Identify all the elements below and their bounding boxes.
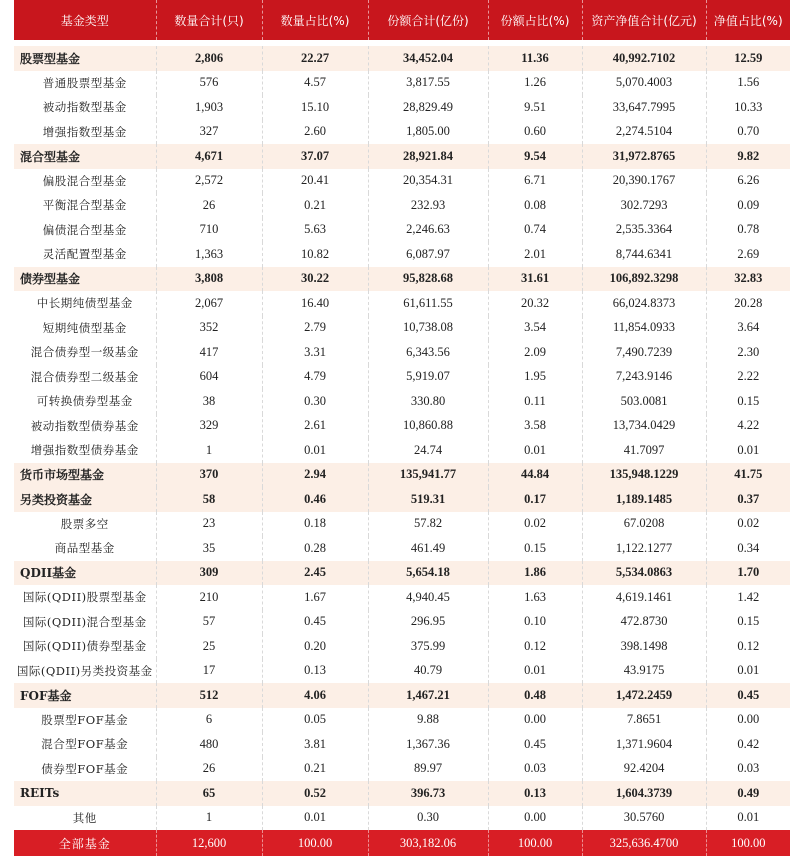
cell-nav-total: 5,070.4003 [582, 71, 706, 96]
cell-count-share: 0.13 [262, 659, 368, 684]
cell-nav-total: 40,992.7102 [582, 46, 706, 71]
cell-count-total: 480 [156, 732, 262, 757]
cell-count-share: 3.31 [262, 340, 368, 365]
cell-count-share: 0.21 [262, 193, 368, 218]
cell-nav-share: 0.01 [737, 442, 760, 457]
table-row [14, 414, 790, 439]
cell-nav-total: 5,534.0863 [582, 561, 706, 586]
cell-count-share: 3.81 [262, 732, 368, 757]
cell-fund-type: 增强指数型基金 [14, 120, 156, 145]
cell-count-total: 26 [156, 757, 262, 782]
cell-nav-share: 6.26 [737, 173, 760, 188]
cell-units-total: 6,087.97 [368, 242, 488, 267]
cell-fund-type: 偏债混合型基金 [14, 218, 156, 243]
cell-fund-type: 国际(QDII)股票型基金 [14, 585, 156, 610]
cell-units-share: 0.08 [488, 193, 582, 218]
cell-fund-type: 混合型FOF基金 [14, 732, 156, 757]
table-row [14, 340, 790, 365]
cell-fund-type: FOF基金 [14, 683, 156, 708]
cell-fund-type: 货币市场型基金 [14, 463, 156, 488]
cell-nav-share: 0.02 [737, 516, 760, 531]
cell-units-total: 61,611.55 [368, 291, 488, 316]
cell-count-share: 0.52 [262, 781, 368, 806]
cell-fund-type: 混合债券型一级基金 [14, 340, 156, 365]
cell-fund-type: 可转换债券型基金 [14, 389, 156, 414]
cell-units-total: 34,452.04 [368, 46, 488, 71]
cell-nav-total: 302.7293 [582, 193, 706, 218]
header-count-share: 数量占比(%) [262, 0, 368, 40]
cell-nav-total: 398.1498 [582, 634, 706, 659]
cell-fund-type: 短期纯债型基金 [14, 316, 156, 341]
cell-fund-type: 债券型基金 [14, 267, 156, 292]
cell-count-share: 0.01 [262, 806, 368, 831]
cell-fund-type: 国际(QDII)混合型基金 [14, 610, 156, 635]
cell-units-share: 44.84 [488, 463, 582, 488]
cell-units-total: 89.97 [368, 757, 488, 782]
table-row [14, 291, 790, 316]
cell-units-share: 0.00 [488, 708, 582, 733]
cell-fund-type: 债券型FOF基金 [14, 757, 156, 782]
table-row [14, 634, 790, 659]
cell-units-share: 2.09 [488, 340, 582, 365]
cell-nav-total: 106,892.3298 [582, 267, 706, 292]
table-row [14, 659, 790, 684]
cell-count-share: 10.82 [262, 242, 368, 267]
cell-count-share: 2.79 [262, 316, 368, 341]
cell-nav-total: 31,972.8765 [582, 144, 706, 169]
cell-nav-total: 2,535.3364 [582, 218, 706, 243]
cell-units-total: 1,805.00 [368, 120, 488, 145]
cell-units-total: 28,921.84 [368, 144, 488, 169]
header-nav-share: 净值占比(%) [706, 0, 790, 40]
cell-nav-share: 0.00 [737, 712, 760, 727]
cell-units-share: 11.36 [488, 46, 582, 71]
cell-units-total: 375.99 [368, 634, 488, 659]
table-row [14, 512, 790, 537]
cell-nav-total: 135,948.1229 [582, 463, 706, 488]
cell-count-share: 1.67 [262, 585, 368, 610]
cell-units-total: 0.30 [368, 806, 488, 831]
cell-count-total: 4,671 [156, 144, 262, 169]
cell-count-share: 100.00 [262, 830, 368, 856]
cell-nav-total: 30.5760 [582, 806, 706, 831]
cell-count-share: 0.30 [262, 389, 368, 414]
cell-fund-type: 增强指数型债券基金 [14, 438, 156, 463]
cell-nav-share: 0.49 [706, 781, 790, 806]
cell-nav-total: 92.4204 [582, 757, 706, 782]
cell-nav-share: 9.82 [706, 144, 790, 169]
cell-fund-type: 被动指数型基金 [14, 95, 156, 120]
category-row [14, 46, 790, 71]
cell-count-share: 0.01 [262, 438, 368, 463]
cell-count-total: 65 [156, 781, 262, 806]
cell-count-total: 327 [156, 120, 262, 145]
cell-count-total: 1,363 [156, 242, 262, 267]
table-row [14, 757, 790, 782]
cell-nav-share: 3.64 [737, 320, 760, 335]
cell-nav-share: 0.37 [706, 487, 790, 512]
cell-units-share: 0.00 [488, 806, 582, 831]
table-row [14, 610, 790, 635]
cell-fund-type: 平衡混合型基金 [14, 193, 156, 218]
cell-units-total: 2,246.63 [368, 218, 488, 243]
cell-units-total: 232.93 [368, 193, 488, 218]
cell-count-share: 0.45 [262, 610, 368, 635]
cell-nav-share: 1.56 [737, 75, 760, 90]
cell-nav-total: 33,647.7995 [582, 95, 706, 120]
cell-units-share: 31.61 [488, 267, 582, 292]
cell-count-share: 0.20 [262, 634, 368, 659]
cell-nav-share: 10.33 [734, 99, 763, 114]
cell-count-total: 512 [156, 683, 262, 708]
cell-count-total: 35 [156, 536, 262, 561]
cell-units-total: 6,343.56 [368, 340, 488, 365]
cell-nav-total: 7,243.9146 [582, 365, 706, 390]
cell-units-total: 461.49 [368, 536, 488, 561]
cell-units-share: 0.12 [488, 634, 582, 659]
category-row [14, 463, 790, 488]
cell-units-total: 40.79 [368, 659, 488, 684]
table-row [14, 365, 790, 390]
cell-nav-total: 66,024.8373 [582, 291, 706, 316]
cell-units-total: 330.80 [368, 389, 488, 414]
cell-units-share: 0.01 [488, 438, 582, 463]
category-row [14, 487, 790, 512]
cell-units-total: 10,860.88 [368, 414, 488, 439]
cell-units-total: 5,654.18 [368, 561, 488, 586]
cell-units-share: 0.74 [488, 218, 582, 243]
cell-count-total: 17 [156, 659, 262, 684]
table-row [14, 242, 790, 267]
cell-count-share: 2.60 [262, 120, 368, 145]
category-row [14, 781, 790, 806]
category-row [14, 144, 790, 169]
cell-units-share: 0.03 [488, 757, 582, 782]
cell-nav-share: 0.42 [737, 736, 760, 751]
cell-nav-total: 1,472.2459 [582, 683, 706, 708]
cell-fund-type: 股票多空 [14, 512, 156, 537]
cell-units-total: 5,919.07 [368, 365, 488, 390]
cell-units-total: 303,182.06 [368, 830, 488, 856]
cell-units-share: 0.15 [488, 536, 582, 561]
cell-count-total: 710 [156, 218, 262, 243]
cell-units-share: 0.01 [488, 659, 582, 684]
table-row [14, 438, 790, 463]
cell-nav-share: 1.70 [706, 561, 790, 586]
cell-units-share: 1.95 [488, 365, 582, 390]
header-units-share: 份额占比(%) [488, 0, 582, 40]
cell-count-total: 12,600 [156, 830, 262, 856]
cell-units-total: 10,738.08 [368, 316, 488, 341]
cell-units-share: 0.11 [488, 389, 582, 414]
cell-fund-type: 另类投资基金 [14, 487, 156, 512]
cell-nav-share: 0.01 [737, 663, 760, 678]
cell-count-total: 604 [156, 365, 262, 390]
cell-fund-type: 混合债券型二级基金 [14, 365, 156, 390]
cell-units-share: 1.26 [488, 71, 582, 96]
fund-statistics-table [14, 0, 790, 856]
cell-count-share: 5.63 [262, 218, 368, 243]
cell-nav-total: 41.7097 [582, 438, 706, 463]
cell-nav-total: 1,604.3739 [582, 781, 706, 806]
header-nav-total: 资产净值合计(亿元) [582, 0, 706, 40]
cell-count-total: 58 [156, 487, 262, 512]
cell-units-share: 20.32 [488, 291, 582, 316]
cell-count-share: 0.05 [262, 708, 368, 733]
cell-count-share: 0.28 [262, 536, 368, 561]
cell-count-share: 20.41 [262, 169, 368, 194]
cell-count-total: 370 [156, 463, 262, 488]
cell-fund-type: 股票型FOF基金 [14, 708, 156, 733]
cell-units-total: 95,828.68 [368, 267, 488, 292]
cell-nav-share: 0.34 [737, 540, 760, 555]
header-count-total: 数量合计(只) [156, 0, 262, 40]
table-row [14, 585, 790, 610]
cell-count-total: 576 [156, 71, 262, 96]
cell-nav-share: 20.28 [734, 295, 763, 310]
cell-units-share: 2.01 [488, 242, 582, 267]
fund-statistics-table-container [14, 0, 790, 856]
cell-fund-type: 全部基金 [14, 830, 156, 856]
cell-units-share: 100.00 [488, 830, 582, 856]
cell-nav-total: 7,490.7239 [582, 340, 706, 365]
table-row [14, 708, 790, 733]
table-row [14, 71, 790, 96]
cell-nav-share: 0.45 [706, 683, 790, 708]
cell-count-share: 0.46 [262, 487, 368, 512]
cell-count-total: 38 [156, 389, 262, 414]
cell-count-share: 22.27 [262, 46, 368, 71]
cell-count-share: 2.61 [262, 414, 368, 439]
table-row [14, 732, 790, 757]
cell-count-total: 2,572 [156, 169, 262, 194]
cell-count-share: 37.07 [262, 144, 368, 169]
cell-units-total: 3,817.55 [368, 71, 488, 96]
cell-count-total: 2,806 [156, 46, 262, 71]
cell-count-total: 2,067 [156, 291, 262, 316]
cell-count-total: 352 [156, 316, 262, 341]
cell-units-total: 4,940.45 [368, 585, 488, 610]
cell-nav-total: 472.8730 [582, 610, 706, 635]
cell-units-total: 9.88 [368, 708, 488, 733]
cell-nav-total: 2,274.5104 [582, 120, 706, 145]
cell-nav-share: 100.00 [706, 830, 790, 856]
cell-count-share: 2.94 [262, 463, 368, 488]
cell-nav-total: 43.9175 [582, 659, 706, 684]
cell-nav-total: 325,636.4700 [582, 830, 706, 856]
cell-count-share: 4.79 [262, 365, 368, 390]
cell-fund-type: 其他 [14, 806, 156, 831]
category-row [14, 683, 790, 708]
header-row [14, 0, 790, 40]
cell-units-share: 0.45 [488, 732, 582, 757]
cell-count-total: 23 [156, 512, 262, 537]
cell-count-share: 0.18 [262, 512, 368, 537]
cell-nav-share: 4.22 [737, 418, 760, 433]
header-units-total: 份额合计(亿份) [368, 0, 488, 40]
total-row [14, 830, 790, 856]
cell-fund-type: QDII基金 [14, 561, 156, 586]
cell-units-share: 3.54 [488, 316, 582, 341]
cell-units-total: 57.82 [368, 512, 488, 537]
cell-nav-total: 11,854.0933 [582, 316, 706, 341]
cell-units-share: 0.10 [488, 610, 582, 635]
cell-units-share: 9.54 [488, 144, 582, 169]
table-row [14, 389, 790, 414]
cell-fund-type: 国际(QDII)另类投资基金 [14, 659, 156, 684]
cell-units-share: 1.86 [488, 561, 582, 586]
table-body [14, 46, 790, 856]
cell-count-total: 1 [156, 438, 262, 463]
cell-units-share: 0.17 [488, 487, 582, 512]
cell-nav-total: 20,390.1767 [582, 169, 706, 194]
cell-nav-total: 1,189.1485 [582, 487, 706, 512]
cell-nav-share: 32.83 [706, 267, 790, 292]
table-row [14, 218, 790, 243]
table-row [14, 95, 790, 120]
cell-fund-type: 商品型基金 [14, 536, 156, 561]
cell-nav-total: 4,619.1461 [582, 585, 706, 610]
cell-nav-total: 503.0081 [582, 389, 706, 414]
cell-units-total: 519.31 [368, 487, 488, 512]
cell-nav-share: 0.03 [737, 761, 760, 776]
cell-fund-type: 股票型基金 [14, 46, 156, 71]
cell-count-share: 4.57 [262, 71, 368, 96]
cell-units-share: 0.48 [488, 683, 582, 708]
cell-units-share: 6.71 [488, 169, 582, 194]
cell-count-share: 2.45 [262, 561, 368, 586]
cell-count-share: 15.10 [262, 95, 368, 120]
table-row [14, 316, 790, 341]
cell-count-share: 4.06 [262, 683, 368, 708]
cell-count-share: 16.40 [262, 291, 368, 316]
cell-units-total: 1,467.21 [368, 683, 488, 708]
cell-nav-share: 0.78 [737, 222, 760, 237]
cell-nav-share: 2.22 [737, 369, 760, 384]
cell-nav-share: 12.59 [706, 46, 790, 71]
cell-units-share: 9.51 [488, 95, 582, 120]
cell-count-total: 25 [156, 634, 262, 659]
cell-units-share: 0.02 [488, 512, 582, 537]
cell-count-total: 3,808 [156, 267, 262, 292]
cell-nav-share: 41.75 [706, 463, 790, 488]
cell-fund-type: 灵活配置型基金 [14, 242, 156, 267]
cell-units-total: 20,354.31 [368, 169, 488, 194]
cell-units-total: 1,367.36 [368, 732, 488, 757]
cell-fund-type: 普通股票型基金 [14, 71, 156, 96]
cell-count-total: 1,903 [156, 95, 262, 120]
cell-fund-type: REITs [14, 781, 156, 806]
cell-nav-share: 0.70 [737, 124, 760, 139]
cell-count-total: 57 [156, 610, 262, 635]
cell-nav-share: 2.30 [737, 344, 760, 359]
cell-nav-share: 0.15 [737, 614, 760, 629]
cell-units-share: 0.60 [488, 120, 582, 145]
cell-count-total: 309 [156, 561, 262, 586]
cell-units-total: 296.95 [368, 610, 488, 635]
cell-fund-type: 偏股混合型基金 [14, 169, 156, 194]
cell-fund-type: 国际(QDII)债券型基金 [14, 634, 156, 659]
table-row [14, 169, 790, 194]
cell-units-share: 0.13 [488, 781, 582, 806]
cell-nav-total: 67.0208 [582, 512, 706, 537]
cell-count-share: 30.22 [262, 267, 368, 292]
cell-count-total: 1 [156, 806, 262, 831]
category-row [14, 561, 790, 586]
cell-nav-share: 0.01 [737, 810, 760, 825]
cell-count-total: 210 [156, 585, 262, 610]
cell-count-total: 6 [156, 708, 262, 733]
cell-nav-total: 1,122.1277 [582, 536, 706, 561]
cell-count-share: 0.21 [262, 757, 368, 782]
table-row [14, 193, 790, 218]
cell-units-total: 28,829.49 [368, 95, 488, 120]
cell-count-total: 417 [156, 340, 262, 365]
cell-nav-total: 1,371.9604 [582, 732, 706, 757]
cell-nav-total: 13,734.0429 [582, 414, 706, 439]
category-row [14, 267, 790, 292]
table-row [14, 536, 790, 561]
header-fund-type: 基金类型 [14, 0, 156, 40]
cell-units-share: 1.63 [488, 585, 582, 610]
cell-units-total: 24.74 [368, 438, 488, 463]
cell-units-total: 135,941.77 [368, 463, 488, 488]
cell-nav-share: 0.15 [737, 393, 760, 408]
table-row [14, 806, 790, 831]
cell-nav-share: 2.69 [737, 246, 760, 261]
table-row [14, 120, 790, 145]
cell-units-share: 3.58 [488, 414, 582, 439]
cell-fund-type: 中长期纯债型基金 [14, 291, 156, 316]
cell-count-total: 26 [156, 193, 262, 218]
cell-fund-type: 被动指数型债券基金 [14, 414, 156, 439]
cell-nav-share: 1.42 [737, 589, 760, 604]
cell-nav-total: 8,744.6341 [582, 242, 706, 267]
cell-count-total: 329 [156, 414, 262, 439]
cell-nav-share: 0.09 [737, 197, 760, 212]
cell-fund-type: 混合型基金 [14, 144, 156, 169]
cell-nav-total: 7.8651 [582, 708, 706, 733]
cell-units-total: 396.73 [368, 781, 488, 806]
cell-nav-share: 0.12 [737, 638, 760, 653]
